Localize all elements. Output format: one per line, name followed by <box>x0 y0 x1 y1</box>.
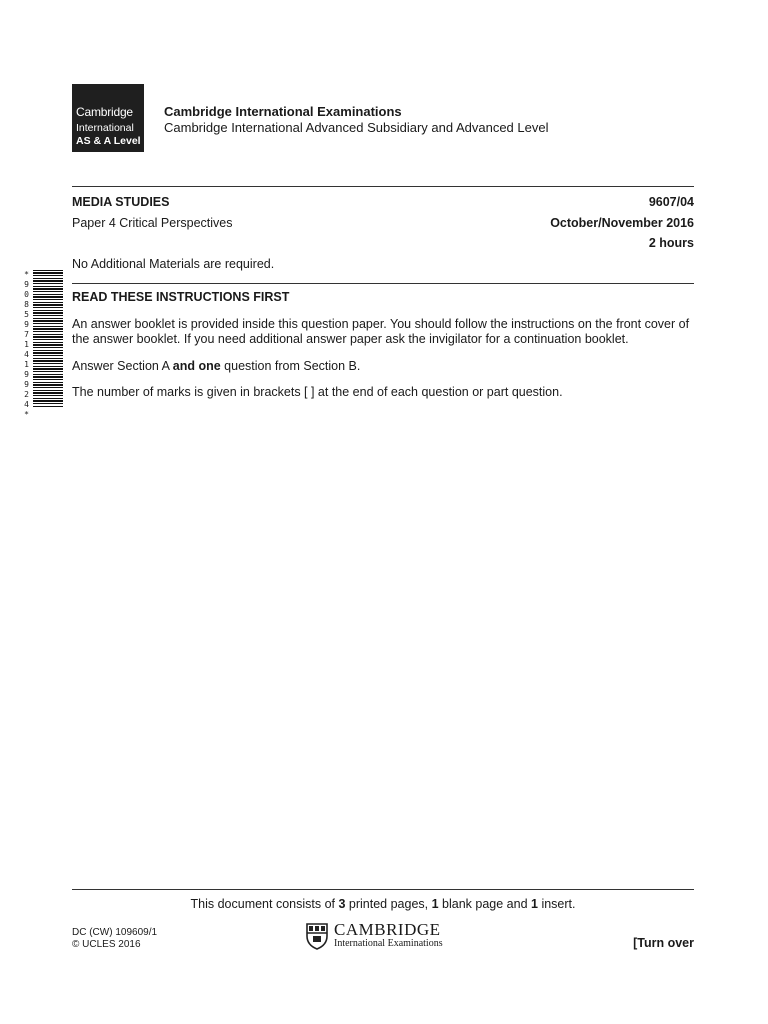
instruction-text: Answer Section A <box>72 359 173 373</box>
note-text: printed pages, <box>345 897 432 911</box>
cambridge-as-a-level-logo <box>72 84 144 152</box>
instruction-text: question from Section B. <box>220 359 361 373</box>
divider <box>72 889 694 890</box>
barcode-digits: *9085971419924* <box>22 270 31 420</box>
document-reference: DC (CW) 109609/1 <box>72 927 158 938</box>
note-number: 3 <box>338 897 346 911</box>
note-text: blank page and <box>438 897 532 911</box>
instruction-paragraph-2 <box>72 359 698 374</box>
divider <box>72 186 694 187</box>
note-text: insert. <box>537 897 576 911</box>
note-text: This document consists of <box>190 897 339 911</box>
instructions-heading: READ THESE INSTRUCTIONS FIRST <box>72 290 290 304</box>
note-number: 1 <box>431 897 439 911</box>
org-title: Cambridge International Examinations <box>164 104 402 119</box>
divider <box>72 283 694 284</box>
instruction-paragraph-1: An answer booklet is provided inside this question paper. You should follow the instructions on the front cover of the answer booklet. If you need additional answer paper ask the invigilator for a continuation booklet. <box>72 317 690 346</box>
cambridge-wordmark: CAMBRIDGE <box>334 920 441 939</box>
page-count-note <box>72 897 694 911</box>
paper-code: 9607/04 <box>648 195 694 209</box>
materials-note: No Additional Materials are required. <box>72 257 275 271</box>
exam-duration: 2 hours <box>648 236 694 250</box>
cambridge-wordmark-subtitle: International Examinations <box>334 938 443 949</box>
copyright-notice: © UCLES 2016 <box>72 939 141 950</box>
logo-line-2: International <box>76 122 134 134</box>
barcode <box>33 270 63 408</box>
logo-line-1: Cambridge <box>76 105 133 119</box>
exam-session: October/November 2016 <box>550 216 694 230</box>
logo-line-3: AS & A Level <box>76 135 141 147</box>
subject-title: MEDIA STUDIES <box>72 195 170 209</box>
org-subtitle: Cambridge International Advanced Subsidiary and Advanced Level <box>164 120 549 135</box>
note-number: 1 <box>531 897 538 911</box>
instruction-emphasis: and one <box>172 359 221 373</box>
turn-over-note: [Turn over <box>633 936 694 950</box>
paper-title: Paper 4 Critical Perspectives <box>72 216 233 230</box>
instruction-paragraph-3: The number of marks is given in brackets [ ] at the end of each question or part question. <box>72 385 563 399</box>
cambridge-crest-icon <box>305 922 329 950</box>
